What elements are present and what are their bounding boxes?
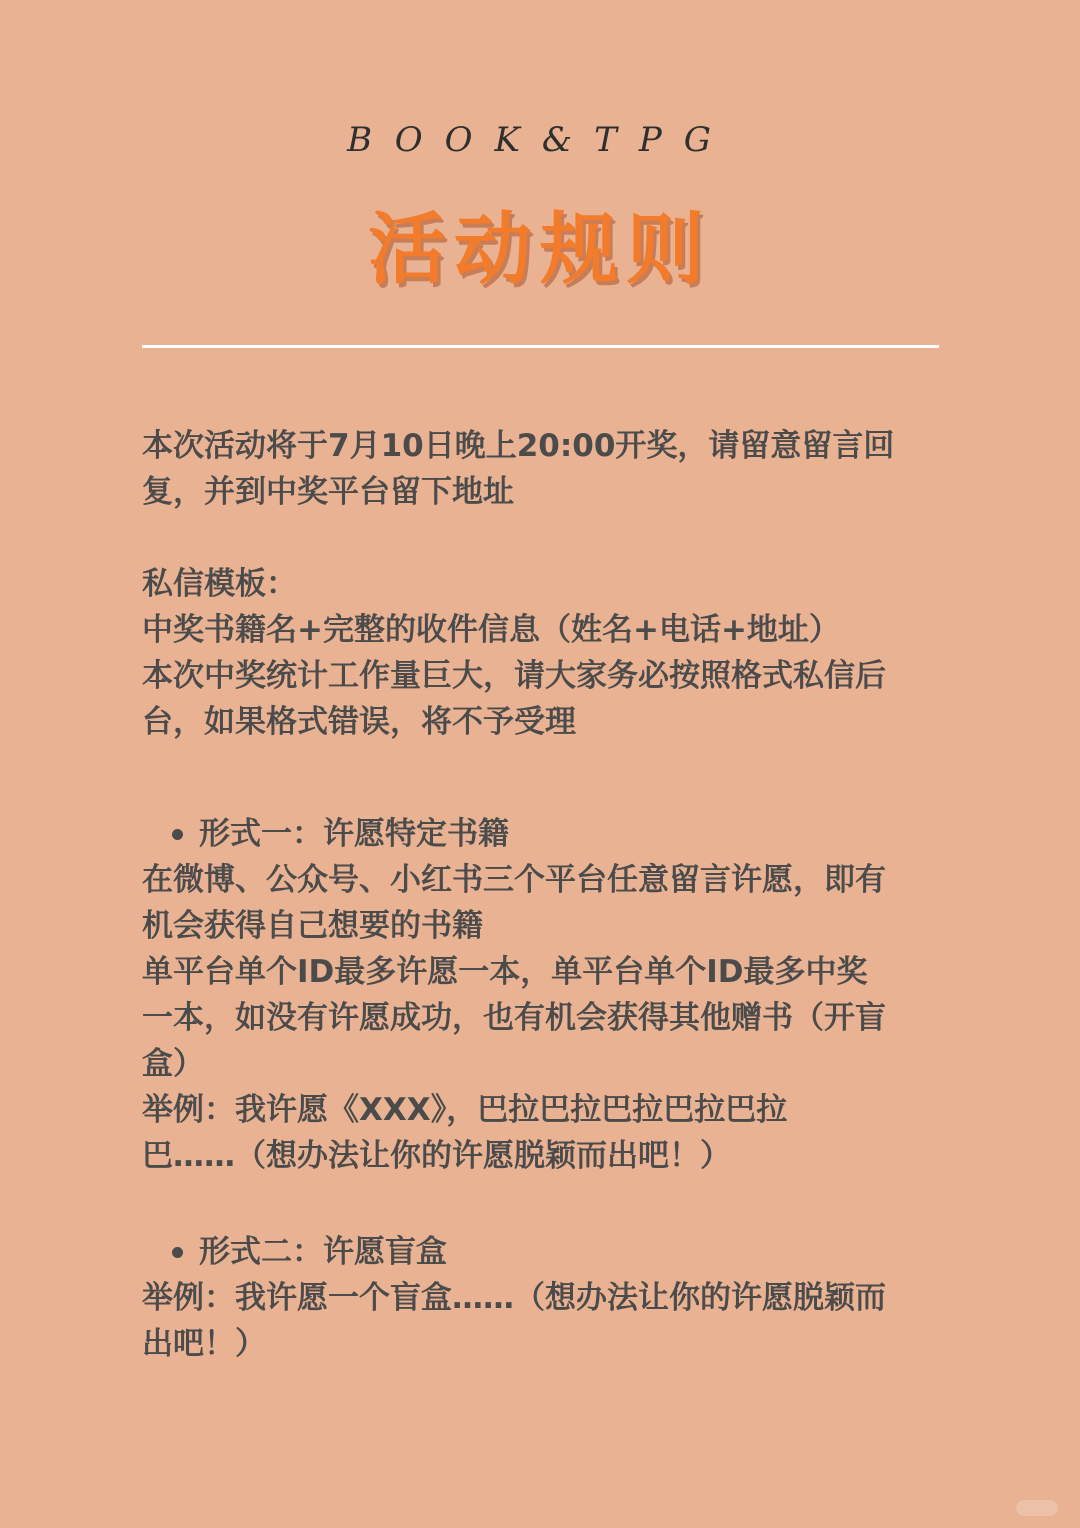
- form-two-line-1: 举例：我许愿一个盲盒……（想办法让你的许愿脱颖而: [142, 1280, 886, 1316]
- form-one-heading-row: [142, 811, 942, 857]
- form-two-heading-row: [142, 1229, 942, 1275]
- form-one-example-line-2: 巴……（想办法让你的许愿脱颖而出吧！）: [142, 1138, 731, 1174]
- form-one-line-4: 一本，如没有许愿成功，也有机会获得其他赠书（开盲: [142, 1000, 886, 1036]
- watermark-mark: [1016, 1500, 1058, 1516]
- form-one-line-2: 机会获得自己想要的书籍: [142, 908, 483, 944]
- message-template-heading: 私信模板：: [142, 566, 297, 602]
- section-gap: [142, 515, 942, 561]
- form-one-line-1: 在微博、公众号、小红书三个平台任意留言许愿，即有: [142, 862, 886, 898]
- section-gap: [142, 745, 942, 811]
- form-two-heading: 形式二：许愿盲盒: [199, 1234, 447, 1270]
- brand-logo-text: BOOK&TPG: [347, 120, 733, 160]
- header-divider: [142, 345, 939, 348]
- message-template-line-2: 本次中奖统计工作量巨大，请大家务必按照格式私信后: [142, 658, 886, 694]
- form-two-line-2: 出吧！）: [142, 1326, 266, 1362]
- intro-line-1: 本次活动将于7月10日晚上20:00开奖，请留意留言回: [142, 428, 895, 464]
- form-one-line-3: 单平台单个ID最多许愿一本，单平台单个ID最多中奖: [142, 954, 868, 990]
- message-template-line-3: 台，如果格式错误，将不予受理: [142, 704, 576, 740]
- form-one-line-5: 盒）: [142, 1046, 204, 1082]
- form-one-example-line-1: 举例：我许愿《XXX》，巴拉巴拉巴拉巴拉巴拉: [142, 1092, 788, 1128]
- bullet-dot-icon: [172, 829, 183, 840]
- rules-content: [142, 423, 942, 1367]
- intro-line-2: 复，并到中奖平台留下地址: [142, 474, 514, 510]
- section-gap: [142, 1179, 942, 1229]
- form-one-heading: 形式一：许愿特定书籍: [199, 816, 509, 852]
- page-title: 活动规则: [367, 205, 712, 295]
- message-template-line-1: 中奖书籍名+完整的收件信息（姓名+电话+地址）: [142, 612, 840, 648]
- bullet-dot-icon: [172, 1247, 183, 1258]
